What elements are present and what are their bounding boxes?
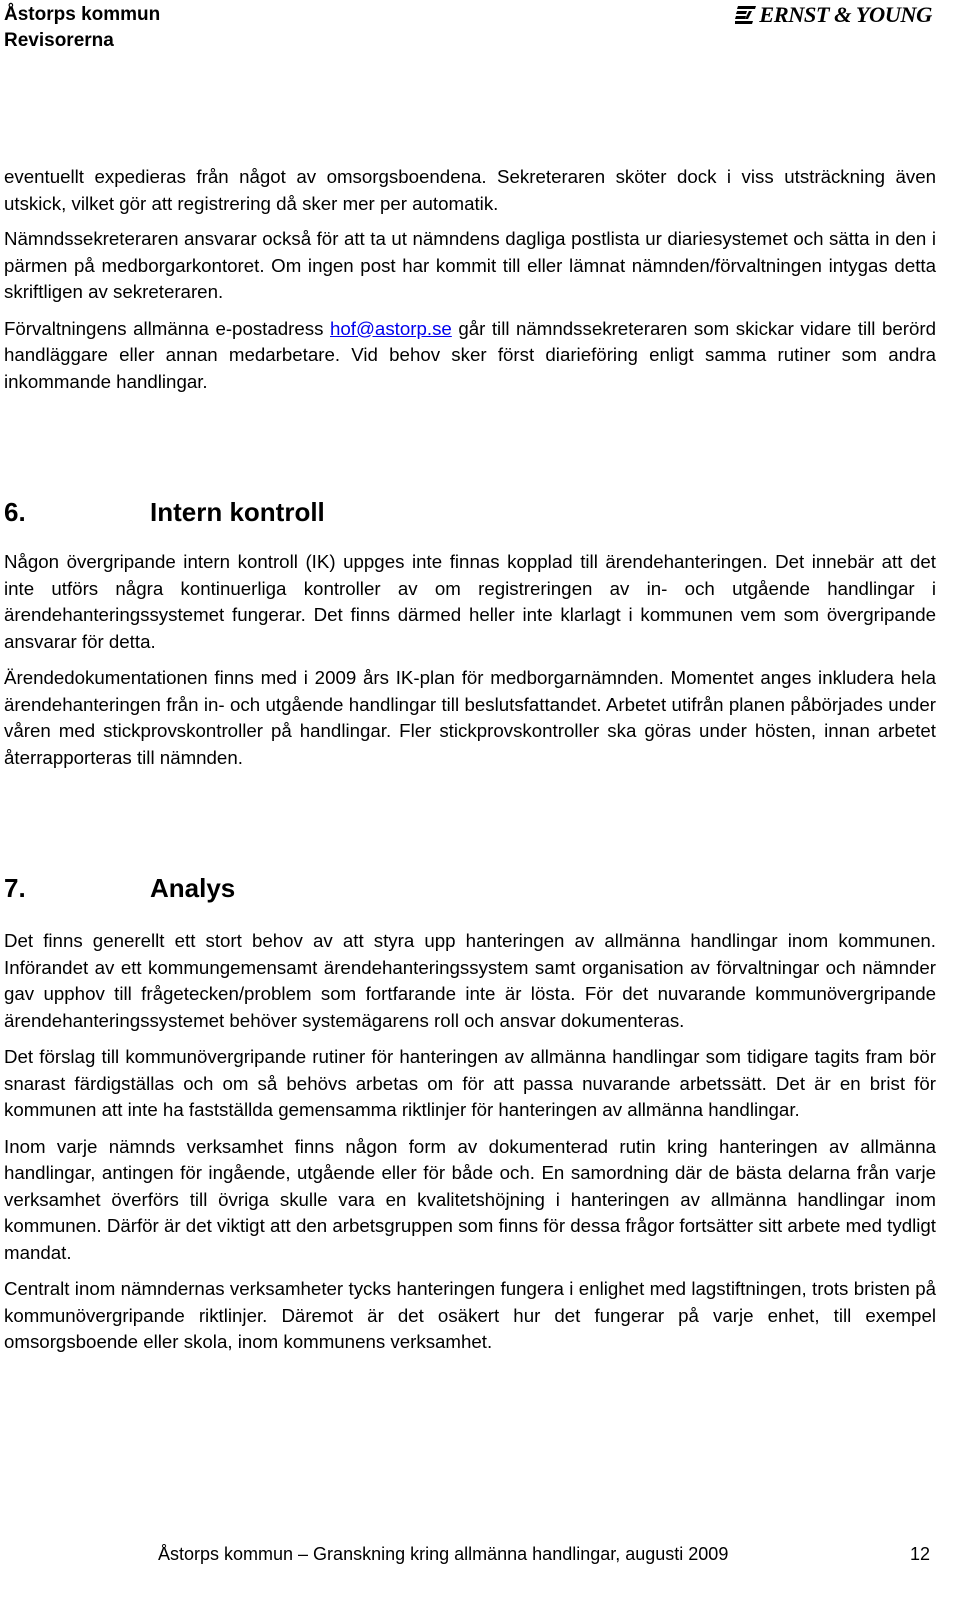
footer-text: Åstorps kommun – Granskning kring allmänna handlingar, augusti 2009	[158, 1544, 729, 1564]
section-heading-intern-kontroll	[4, 495, 936, 529]
paragraph: Det finns generellt ett stort behov av att styra upp hanteringen av allmänna handlingar inom kommunen. Införandet av ett kommungemensamt ärendehanteringssystem samt organisation av förvaltningar och nämnder gav upphov till frågetecken/problem som fortfarande inte är lösta. För det nuvarande kommunövergripande ärendehanteringssystemet behöver systemägarens roll och ansvar dokumenteras.	[4, 930, 936, 1031]
paragraph: eventuellt expedieras från något av omsorgsboendena. Sekreteraren sköter dock i viss utsträckning även utskick, vilket gör att registrering då sker mer per automatik.	[4, 166, 936, 214]
header-department: Revisorerna	[4, 30, 114, 51]
page-header	[4, 2, 160, 54]
document-body	[4, 164, 936, 1365]
section-title: Analys	[150, 873, 236, 903]
paragraph: Centralt inom nämndernas verksamheter tycks hanteringen fungera i enlighet med lagstiftningen, trots bristen på kommunövergripande riktlinjer. Däremot är det osäkert hur det fungerar på varje enhet, till exempel omsorgsboende eller skola, inom kommunens verksamhet.	[4, 1278, 936, 1352]
section-number: 6.	[4, 497, 26, 527]
logo-text: ERNST & YOUNG	[759, 2, 932, 27]
section-number: 7.	[4, 873, 26, 903]
ernst-young-logo	[735, 2, 930, 28]
page-number: 12	[909, 1544, 930, 1564]
paragraph-text: går till nämndssekreteraren som skickar vidare till berörd handläggare eller annan medarbetare. Vid behov sker först diarieföring enligt samma rutiner som andra inkommande handlingar.	[4, 317, 936, 392]
ey-logo-mark-icon	[735, 5, 757, 25]
header-organization: Åstorps kommun	[4, 4, 161, 25]
paragraph: Någon övergripande intern kontroll (IK) uppges inte finnas kopplad till ärendehanteringen. Det innebär att det inte utförs några kontinuerliga kontroller av om registreringen av in- och utgående handlingar i ärendehanteringssystemet fungerar. Det finns därmed heller inte klarlagt i kommunen vem som övergripande ansvarar för detta.	[4, 551, 936, 652]
paragraph: Nämndssekreteraren ansvarar också för att ta ut nämndens dagliga postlista ur diariesystemet och sätta in den i pärmen på medborgarkontoret. Om ingen post har kommit till eller lämnat nämnden/förvaltningen intygas detta skriftligen av sekreteraren.	[4, 228, 936, 302]
paragraph: Ärendedokumentationen finns med i 2009 års IK-plan för medborgarnämnden. Momentet anges inkludera hela ärendehanteringen från in- och utgående handlingar till beslutsfattandet. Arbetet utifrån planen påbörjades under våren med stickprovskontroller på handlingar. Fler stickprovskontroller ska göras under hösten, innan arbetet återrapporteras till nämnden.	[4, 667, 936, 768]
paragraph: Inom varje nämnds verksamhet finns någon form av dokumenterad rutin kring hanteringen av allmänna handlingar, antingen för ingående, utgående eller för både och. En samordning där de bästa delarna från varje verksamhet överförs till övriga skulle vara en kvalitetshöjning i hanteringen av allmänna handlingar inom kommunen. Därför är det viktigt att den arbetsgruppen som finns för dessa frågor fortsätter sitt arbete med tydligt mandat.	[4, 1135, 936, 1263]
email-link[interactable]: hof@astorp.se	[329, 317, 452, 339]
paragraph: Det förslag till kommunövergripande rutiner för hanteringen av allmänna handlingar som tidigare tagits fram bör snarast färdigställas och om så behövs arbetas om för att passa nuvarande arbetssätt. Det är en brist för kommunen att inte ha fastställda gemensamma riktlinjer för hanteringen av allmänna handlingar.	[4, 1046, 936, 1120]
paragraph-email	[4, 316, 936, 396]
section-title: Intern kontroll	[150, 497, 325, 527]
section-heading-analys	[4, 871, 936, 905]
paragraph-text: Förvaltningens allmänna e-postadress	[4, 317, 330, 339]
